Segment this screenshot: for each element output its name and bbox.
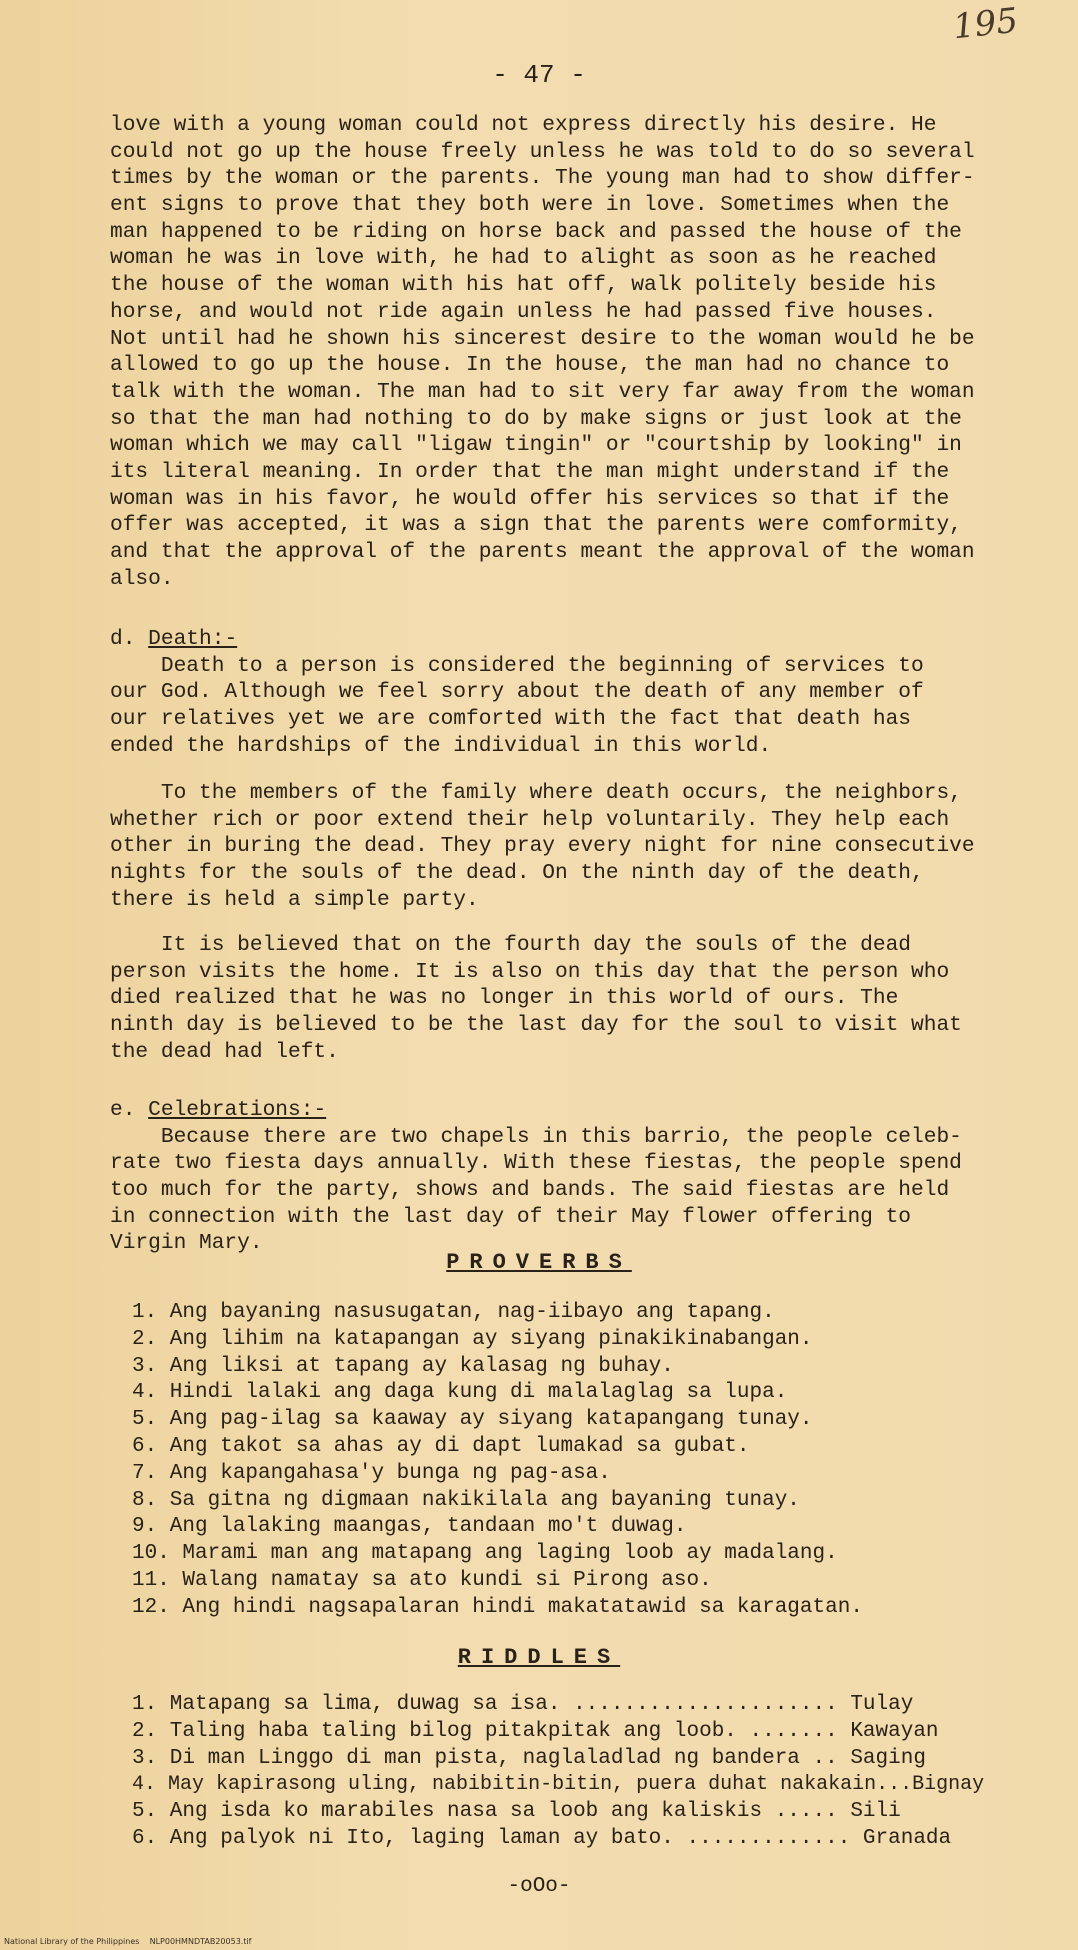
text-line: times by the woman or the parents. The young man had to show differ-: [110, 166, 975, 191]
list-item: 5. Ang isda ko marabiles nasa sa loob ang kaliskis ..... Sili: [132, 1800, 901, 1824]
list-item: 2. Taling haba taling bilog pitakpitak ang loob. ....... Kawayan: [132, 1719, 939, 1743]
celebrations-section: [110, 1097, 1015, 1257]
text-line: Virgin Mary.: [110, 1231, 263, 1256]
text-line: man happened to be riding on horse back and passed the house of the: [110, 219, 962, 244]
list-item: 2. Ang lihim na katapangan ay siyang pinakikinabangan.: [132, 1327, 813, 1351]
death-section: [110, 626, 1015, 759]
text-line: there is held a simple party.: [110, 887, 479, 912]
end-mark: -oOo-: [507, 1875, 571, 1898]
text-line: also.: [110, 566, 174, 591]
list-item: 1. Ang bayaning nasusugatan, nag-iibayo ang tapang.: [132, 1301, 775, 1324]
death-heading: [110, 626, 1015, 653]
list-item: 6. Ang palyok ni Ito, laging laman ay bato. ............. Granada: [132, 1826, 952, 1850]
death-paragraph-3: [110, 932, 1015, 1065]
text-line: Because there are two chapels in this barrio, the people celeb-: [110, 1124, 962, 1149]
section-label: e.: [110, 1098, 136, 1122]
list-item: 3. Di man Linggo di man pista, naglaladlad ng bandera .. Saging: [132, 1746, 926, 1770]
section-label: d.: [110, 627, 136, 651]
list-item: 11. Walang namatay sa ato kundi si Pirong aso.: [132, 1568, 712, 1592]
proverbs-list: [132, 1300, 863, 1622]
text-line: our God. Although we feel sorry about the death of any member of: [110, 680, 924, 705]
text-line: woman he was in love with, he had to alight as soon as he reached: [110, 246, 937, 271]
text-line: rate two fiesta days annually. With these fiestas, the people spend: [110, 1151, 962, 1176]
scan-imprint: National Library of the Philippines NLP00HMNDTAB20053.tif: [4, 1937, 252, 1946]
text-line: too much for the party, shows and bands. The said fiestas are held: [110, 1178, 950, 1203]
proverbs-title: [0, 1250, 1078, 1275]
riddles-title-text: RIDDLES: [457, 1645, 621, 1670]
list-item: 1. Matapang sa lima, duwag sa isa. ..................... Tulay: [132, 1693, 914, 1716]
text-line: talk with the woman. The man had to sit very far away from the woman: [110, 379, 975, 404]
list-item: 5. Ang pag-ilag sa kaaway ay siyang katapangang tunay.: [132, 1408, 813, 1432]
text-line: ent signs to prove that they both were in love. Sometimes when the: [110, 193, 950, 218]
text-line: other in buring the dead. They pray every night for nine consecutive: [110, 834, 975, 859]
text-line: ended the hardships of the individual in this world.: [110, 733, 772, 758]
text-line: died realized that he was no longer in this world of ours. The: [110, 986, 899, 1011]
text-line: so that the man had nothing to do by make signs or just look at the: [110, 406, 962, 431]
list-item: 4. Hindi lalaki ang daga kung di malalaglag sa lupa.: [132, 1381, 788, 1405]
list-item: 12. Ang hindi nagsapalaran hindi makatatawid sa karagatan.: [132, 1595, 863, 1619]
section-title: Death:-: [148, 627, 238, 651]
text-line: the dead had left.: [110, 1039, 339, 1064]
text-line: and that the approval of the parents meant the approval of the woman: [110, 540, 975, 564]
text-line: our relatives yet we are comforted with the fact that death has: [110, 707, 912, 732]
riddles-list: [132, 1692, 984, 1853]
list-item: 4. May kapirasong uling, nabibitin-bitin, puera duhat nakakain...Bignay: [132, 1773, 985, 1797]
text-line: To the members of the family where death occurs, the neighbors,: [110, 781, 962, 805]
section-title: Celebrations:-: [148, 1098, 327, 1122]
courtship-paragraph: [110, 112, 1015, 592]
text-line: woman which we may call "ligaw tingin" or "courtship by looking" in: [110, 433, 962, 458]
list-item: 9. Ang lalaking maangas, tandaan mo't duwag.: [132, 1515, 687, 1539]
text-line: whether rich or poor extend their help voluntarily. They help each: [110, 807, 950, 832]
text-line: offer was accepted, it was a sign that the parents were comformity,: [110, 513, 962, 538]
text-line: ninth day is believed to be the last day for the soul to visit what: [110, 1013, 962, 1038]
text-line: person visits the home. It is also on this day that the person who: [110, 959, 950, 984]
proverbs-title-text: PROVERBS: [446, 1250, 632, 1275]
death-paragraph-2: [110, 780, 1015, 913]
text-line: the house of the woman with his hat off, walk politely beside his: [110, 273, 937, 298]
list-item: 7. Ang kapangahasa'y bunga ng pag-asa.: [132, 1461, 611, 1485]
text-line: woman was in his favor, he would offer his services so that if the: [110, 486, 950, 511]
text-line: allowed to go up the house. In the house, the man had no chance to: [110, 353, 950, 378]
list-item: 10. Marami man ang matapang ang laging loob ay madalang.: [132, 1542, 838, 1566]
riddles-title: [0, 1645, 1078, 1670]
text-line: horse, and would not ride again unless he had passed five houses.: [110, 299, 937, 324]
text-line: It is believed that on the fourth day the souls of the dead: [110, 933, 912, 957]
text-line: in connection with the last day of their May flower offering to: [110, 1204, 912, 1229]
text-line: could not go up the house freely unless he was told to do so several: [110, 139, 975, 164]
list-item: 3. Ang liksi at tapang ay kalasag ng buhay.: [132, 1354, 674, 1378]
list-item: 6. Ang takot sa ahas ay di dapt lumakad sa gubat.: [132, 1434, 750, 1458]
text-line: its literal meaning. In order that the man might understand if the: [110, 459, 950, 484]
text-line: love with a young woman could not express directly his desire. He: [110, 113, 937, 137]
text-line: nights for the souls of the dead. On the ninth day of the death,: [110, 861, 924, 886]
folio-number: 195: [951, 0, 1020, 48]
celebrations-heading: [110, 1097, 1015, 1124]
page-number: - 47 -: [492, 60, 586, 90]
list-item: 8. Sa gitna ng digmaan nakikilala ang bayaning tunay.: [132, 1488, 800, 1512]
text-line: Not until had he shown his sincerest desire to the woman would he be: [110, 326, 975, 351]
text-line: Death to a person is considered the beginning of services to: [110, 653, 924, 678]
